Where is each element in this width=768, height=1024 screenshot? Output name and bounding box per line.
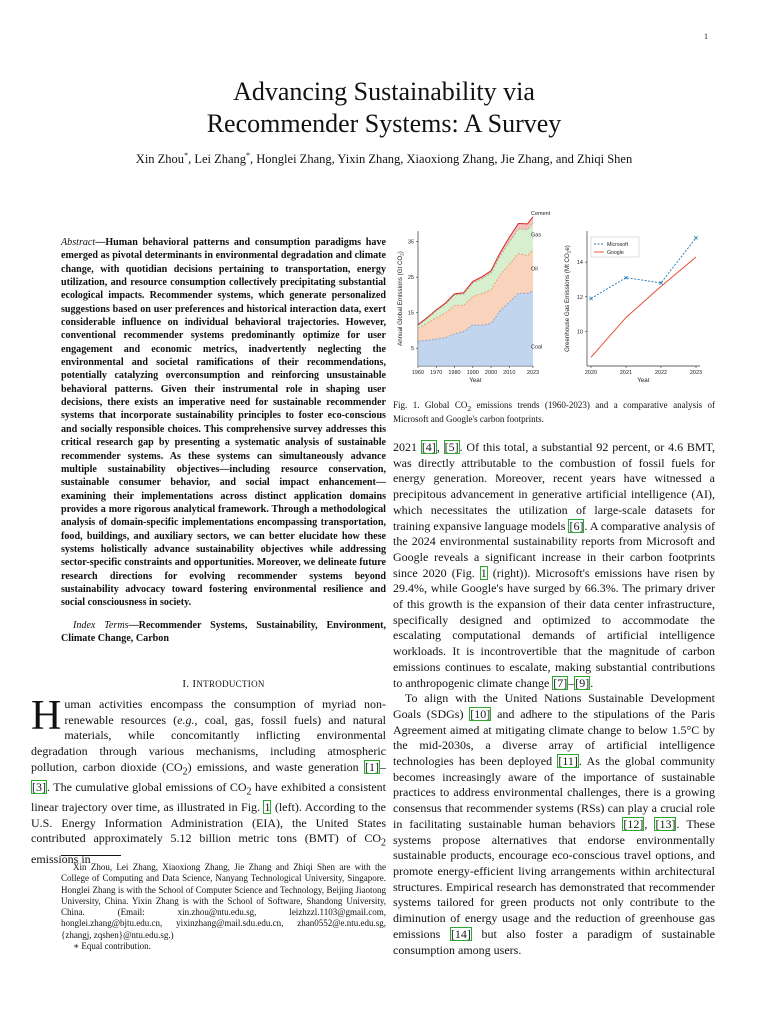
subscript: 2 bbox=[381, 837, 386, 849]
series-label-cement: Cement bbox=[531, 210, 551, 217]
section-number: I. bbox=[182, 678, 190, 690]
body-text: To align with the United Nations Sustainable Development Goals (SDGs) bbox=[393, 691, 715, 721]
x-tick-label: 2022 bbox=[654, 370, 668, 376]
citation-link[interactable]: [7] bbox=[553, 675, 568, 690]
citation-link[interactable]: [13] bbox=[655, 816, 676, 831]
citation-link[interactable]: [5] bbox=[444, 440, 459, 454]
y-tick-label: 5 bbox=[410, 346, 414, 353]
body-text: . Of this total, a substantial 92 percent, or 4.6 BMT, was directly attributable to the combustion of fossil fuels for energy generation. Moreover, recent years have witnessed a precipitous advancement in generative artificial intelligence (AI), which necessitates the utilization of large-scale datasets for training expansive language models bbox=[393, 440, 716, 533]
legend-label: Microsoft bbox=[607, 242, 629, 248]
section-title-cap: I bbox=[192, 678, 197, 690]
section-title: NTRODUCTION bbox=[196, 679, 265, 689]
intro-text: , coal, gas, fossil fuels) and natural materials, while concomitantly inflicting environmental degradation through various mechanisms, including atmospheric pollution, carbon dioxide (CO bbox=[31, 712, 387, 774]
intro-text: uman activities encompass the consumption of myriad non-renewable resources ( bbox=[64, 697, 386, 727]
series-label-oil: Oil bbox=[531, 266, 538, 273]
body-text: 2021 bbox=[393, 440, 421, 454]
x-tick-label: 2023 bbox=[526, 370, 540, 376]
intro-text: (left). According to the U.S. Energy Information Administration (EIA), the United States contributed approximately 5.12 billion metric tons (BMT) of CO bbox=[31, 800, 387, 846]
y-tick-label: 35 bbox=[407, 239, 414, 246]
figure-1-charts bbox=[393, 210, 715, 398]
citation-link[interactable]: [10] bbox=[470, 706, 491, 721]
x-tick-label: 1970 bbox=[430, 370, 443, 376]
author: Xiaoxiong Zhang bbox=[406, 152, 495, 167]
index-terms-text: —Recommender Systems, Sustainability, Environment, Climate Change, Carbon bbox=[61, 619, 386, 644]
intro-text: – bbox=[380, 759, 386, 774]
y-tick-label: 25 bbox=[407, 275, 414, 282]
intro-text: have exhibited a consistent linear trajectory over time, as illustrated in Fig. bbox=[31, 779, 386, 814]
intro-text: emissions in bbox=[31, 851, 91, 866]
x-tick-label: 2010 bbox=[503, 370, 516, 376]
paper-title bbox=[0, 76, 768, 140]
y-tick-label: 14 bbox=[576, 260, 583, 267]
equal-contribution-mark: * bbox=[246, 151, 251, 160]
equal-contribution-mark: ∗ bbox=[73, 941, 80, 952]
y-axis-label: Greenhouse Gas Emissions (Mt $CO_2e$) bbox=[564, 245, 572, 352]
left-column bbox=[61, 236, 386, 645]
x-tick-label: 1990 bbox=[466, 370, 479, 376]
figure-link[interactable]: 1 bbox=[264, 800, 271, 814]
data-point bbox=[624, 276, 627, 279]
figure-link[interactable]: 1 bbox=[480, 565, 487, 580]
x-axis-label: Year bbox=[637, 377, 650, 384]
intro-text: ) emissions, and waste generation bbox=[187, 759, 364, 774]
abstract-label: Abstract bbox=[61, 237, 96, 248]
subscript: 2 bbox=[467, 403, 472, 413]
intro-text: e.g. bbox=[177, 712, 195, 727]
footnote-affiliations: Xin Zhou, Lei Zhang, Xiaoxiong Zhang, Jie Zhang and Zhiqi Shen are with the College of Computing and Data Science, Nanyang Technological University, Singapore. Honglei Zhang is with the School of Computer Science and Technology, Beijing Jiaotong University, China. Yixin Zhang is with the School of Software, Shandong University, China. (Email: xin.zhou@ntu.edu.sg, leizhzzl.1103@gmail.com, honglei.zhang@bjtu.edu.cn, yixinzhang@mail.sdu.edu.cn, zhan0552@e.ntu.edu.sg, {zhangj, zqshen}@ntu.edu.sg.) bbox=[61, 862, 386, 940]
figure-caption bbox=[393, 400, 715, 425]
body-text: but also foster a paradigm of sustainable consumption among users. bbox=[393, 926, 715, 957]
introduction-paragraph bbox=[31, 693, 387, 867]
index-terms bbox=[61, 619, 386, 646]
subscript: 2 bbox=[182, 766, 188, 778]
subscript: 2 bbox=[246, 786, 252, 798]
y-tick-label: 15 bbox=[407, 310, 414, 317]
y-tick-label: 10 bbox=[576, 329, 583, 336]
citation-link[interactable]: [14] bbox=[450, 926, 471, 941]
tech-emissions-chart bbox=[564, 231, 702, 384]
equal-contribution-mark: * bbox=[184, 151, 189, 160]
caption-label: Fig. 1. bbox=[393, 400, 420, 410]
body-text: . bbox=[590, 675, 594, 690]
body-text: . A comparative analysis of the 2024 environmental sustainability reports from Microsoft and Google reveals a significant increase in their carbon footprints since 2020 (Fig. bbox=[393, 518, 715, 580]
author-list: Xin Zhou*, Lei Zhang*, Honglei Zhang, Yixin Zhang, Xiaoxiong Zhang, Jie Zhang, and Zhiqi Shen bbox=[135, 151, 633, 167]
footnote bbox=[61, 862, 386, 952]
y-tick-label: 12 bbox=[576, 294, 583, 301]
figure-1 bbox=[393, 210, 715, 398]
citation-link[interactable]: [12] bbox=[623, 816, 644, 831]
x-tick-label: 2023 bbox=[689, 370, 703, 376]
x-tick-label: 1980 bbox=[448, 370, 461, 376]
abstract-text: —Human behavioral patterns and consumption paradigms have emerged as pivotal determinants in environmental degradation and climate change, with quotidian decisions pertaining to transportation, energy utilization, and resource consumption collectively precipitating substantial ecological impacts. Recommender systems, which generate personalized suggestions based on user preferences and historical interaction data, exert considerable influence on individual behavioral trajectories. However, conventional recommender systems predominantly optimize for user engagement and economic metrics, inadvertently neglecting the environmental and societal ramifications of their recommendations, potentially catalyzing overconsumption and reinforcing unsustainable behavioral patterns. Given their instrumental role in shaping user decisions, there exists an imperative need for sustainable recommender systems that incorporate sustainability principles to foster eco-conscious and socially responsible choices. This comprehensive survey addresses this critical research gap by presenting a systematic analysis of sustainable recommender systems. As these systems can simultaneously advance multiple sustainability objectives—including resource conservation, sustainable consumer behavior, and social impact enhancement—examining their implementations across distinct application domains provides a more rigorous analytical framework. Through a methodological analysis of domain-specific implementations encompassing transportation, food, buildings, and auxiliary sectors, we can better elucidate how these systems holistically advance sustainability objectives while addressing sector-specific constraints and opportunities. Moreover, we delineate future research directions for evolving recommender systems beyond sustainability advocacy toward fostering environmental resilience and social consciousness in society. bbox=[61, 237, 386, 609]
footnote-rule bbox=[61, 855, 121, 856]
data-point bbox=[694, 236, 697, 239]
body-text: . As the global community becomes increasingly aware of the importance of sustainable practices to address environmental challenges, there is a growing consensus that recommender systems (RSs) can play a crucial role in facilitating sustainable human behaviors bbox=[393, 754, 715, 831]
author: Honglei Zhang bbox=[256, 152, 332, 167]
citation-link[interactable]: [4] bbox=[421, 440, 436, 454]
citation-link[interactable]: [6] bbox=[569, 518, 584, 533]
paragraph: To align with the United Nations Sustainable Development Goals (SDGs) [10] and adhere to the stipulations of the Paris Agreement aimed at mitigating climate change to below 1.5°C by the mid-2030s, a diverse array of artificial intelligence technologies has been deployed [11]. As the global community becomes increasingly aware of the importance of sustainable practices to address environmental challenges, there is a growing consensus that recommender systems (RSs) can play a crucial role in facilitating sustainable human behaviors [12], [13]. These systems propose alternatives that endorse environmentally sustainable products, encourage eco-conscious travel options, and promote energy-efficient living arrangements within architectural structures. Empirical research has demonstrated that recommender systems tailored for green products not only contribute to the diminution of energy usage and the reduction of greenhouse gas emissions [14] but also foster a paradigm of sustainable consumption among users. bbox=[393, 691, 716, 957]
chart-legend bbox=[591, 237, 639, 257]
citation-link[interactable]: [3] bbox=[32, 779, 46, 794]
caption-text: Global CO bbox=[419, 400, 468, 410]
body-text: and adhere to the stipulations of the Paris Agreement aimed at mitigating climate change to below 1.5°C by the mid-2030s, a diverse array of artificial intelligence technologies has been deployed bbox=[393, 706, 715, 769]
section-heading bbox=[61, 678, 386, 690]
author: and Zhiqi Shen bbox=[555, 152, 633, 167]
series-label-gas: Gas bbox=[531, 232, 542, 239]
body-text: , bbox=[436, 440, 444, 454]
index-terms-label: Index Terms bbox=[73, 619, 129, 631]
series-line-google bbox=[591, 257, 696, 357]
abstract bbox=[61, 236, 386, 610]
author: Yixin Zhang bbox=[337, 152, 401, 167]
x-tick-label: 1960 bbox=[411, 370, 425, 376]
x-tick-label: 2020 bbox=[584, 370, 598, 376]
page-number: 1 bbox=[704, 32, 708, 41]
title-line-1: Advancing Sustainability via bbox=[233, 77, 535, 106]
body-text: (right)). Microsoft's emissions have risen by 29.4%, while Google's have surged by 66.3%. The primary driver of this growth is the expansion of their data center infrastructure, specifically designed and optimized to accommodate the escalating computational demands of artificial intelligence workloads. It is incontrovertible that the magnitude of carbon emissions continues to escalate, making substantial contributions to anthropogenic climate change bbox=[393, 565, 715, 690]
author: Jie Zhang bbox=[500, 152, 550, 167]
intro-text: . The cumulative global emissions of CO bbox=[47, 779, 247, 794]
x-tick-label: 2021 bbox=[619, 370, 633, 376]
caption-text: emissions trends (1960-2023) and a comparative analysis of Microsoft and Google's carbon footprints. bbox=[393, 400, 716, 424]
x-tick-label: 2000 bbox=[484, 370, 498, 376]
citation-link[interactable]: [9] bbox=[575, 675, 590, 690]
footnote-equal-contribution: Equal contribution. bbox=[81, 941, 151, 952]
body-text: . These systems propose alternatives that endorse environmentally sustainable products, encourage eco-conscious travel options, and promote energy-efficient living arrangements within architectural structures. Empirical research has demonstrated that recommender systems tailored for green products not only contribute to the diminution of energy usage and the reduction of greenhouse gas emissions bbox=[393, 816, 716, 941]
legend-label: Google bbox=[607, 250, 624, 256]
citation-link[interactable]: [11] bbox=[558, 754, 578, 769]
title-line-2: Recommender Systems: A Survey bbox=[206, 109, 562, 138]
data-point bbox=[589, 297, 592, 300]
right-column-text bbox=[393, 440, 715, 958]
citation-link[interactable]: [1] bbox=[365, 759, 379, 774]
drop-cap: H bbox=[31, 693, 62, 739]
author: Lei Zhang bbox=[194, 152, 247, 167]
series-label-coal: Coal bbox=[531, 344, 543, 351]
y-axis-label: Annual Global Emissions (Gt $CO_2$) bbox=[397, 251, 405, 346]
global-emissions-chart bbox=[397, 211, 551, 384]
x-axis-label: Year bbox=[469, 377, 482, 384]
author: Xin Zhou bbox=[135, 152, 185, 167]
paragraph: 2021 [4], [5]. Of this total, a substantial 92 percent, or 4.6 BMT, was directly attributable to the combustion of fossil fuels for energy generation. Moreover, recent years have witnessed a precipitous advancement in generative artificial intelligence (AI), which necessitates the utilization of large-scale datasets for training expansive language models [6]. A comparative analysis of the 2024 environmental sustainability reports from Microsoft and Google reveals a significant increase in their carbon footprints since 2020 (Fig. 1 (right)). Microsoft's emissions have risen by 29.4%, while Google's have surged by 66.3%. The primary driver of this growth is the expansion of their data center infrastructure, specifically designed and optimized to accommodate the escalating computational demands of artificial intelligence workloads. It is incontrovertible that the magnitude of carbon emissions continues to escalate, making substantial contributions to anthropogenic climate change [7]–[9]. bbox=[393, 440, 716, 690]
